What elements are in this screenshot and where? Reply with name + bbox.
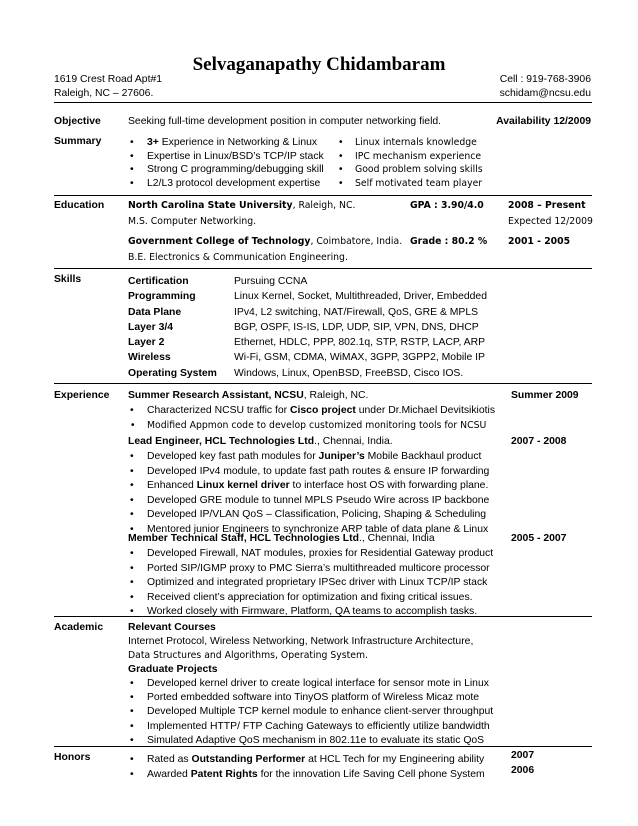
- summary-label: Summary: [54, 136, 102, 147]
- degree-2: B.E. Electronics & Communication Engineering.: [128, 252, 348, 263]
- summary-divider: [54, 195, 592, 196]
- skill-key: Data Plane: [128, 306, 182, 318]
- skills-keys: [128, 274, 217, 381]
- list-item: • IPC mechanism experience: [336, 150, 483, 164]
- list-item: • Mentored junior Engineers to synchronize ARP table of data plane & Linux: [128, 523, 489, 538]
- list-item: • Simulated Adaptive QoS mechanism in 802.11e to evaluate its static QoS: [128, 734, 493, 748]
- job-3-bullets: [128, 547, 493, 620]
- honors-label: Honors: [54, 752, 91, 763]
- education-divider: [54, 268, 592, 269]
- phone: Cell : 919-768-3906: [499, 74, 591, 85]
- skill-key: Layer 2: [128, 337, 165, 349]
- academic-label: Academic: [54, 622, 104, 633]
- list-item: • Developed IPv4 module, to update fast path routes & ensure IP forwarding: [128, 465, 489, 480]
- school-1: North Carolina State University, Raleigh, NC.: [128, 200, 356, 211]
- education-label: Education: [54, 200, 105, 211]
- list-item: • Optimized and integrated proprietary IPSec driver with Linux TCP/IP stack: [128, 576, 493, 591]
- honor-1-date: 2007: [511, 750, 535, 761]
- list-item: • Received client’s appreciation for optimization and fixing critical issues.: [128, 591, 493, 606]
- list-item: • L2/L3 protocol development expertise: [128, 177, 324, 191]
- skill-value: Linux Kernel, Socket, Multithreaded, Driver, Embedded: [234, 291, 487, 303]
- list-item: • Good problem solving skills: [336, 163, 483, 177]
- skill-value: Windows, Linux, OpenBSD, FreeBSD, Cisco IOS.: [234, 367, 464, 379]
- degree-1: M.S. Computer Networking.: [128, 216, 257, 227]
- courses-line-2: Data Structures and Algorithms, Operating System.: [128, 650, 368, 661]
- list-item: • 3+ Experience in Networking & Linux: [128, 136, 324, 150]
- skill-key: Wireless: [128, 352, 171, 364]
- header-divider: [54, 102, 592, 103]
- skill-value: BGP, OSPF, IS-IS, LDP, UDP, SIP, VPN, DNS, DHCP: [234, 321, 479, 333]
- list-item: • Awarded Patent Rights for the innovation Life Saving Cell phone System: [128, 767, 485, 782]
- skill-key: Operating System: [128, 367, 217, 379]
- list-item: • Expertise in Linux/BSD’s TCP/IP stack: [128, 150, 324, 164]
- list-item: • Ported embedded software into TinyOS platform of Wireless Micaz mote: [128, 691, 493, 705]
- honor-2-date: 2006: [511, 765, 535, 776]
- job-1-title: Summer Research Assistant, NCSU, Raleigh, NC.: [128, 390, 369, 401]
- skill-key: Programming: [128, 291, 196, 303]
- list-item: • Developed key fast path modules for Juniper’s Mobile Backhaul product: [128, 450, 489, 465]
- skill-key: Layer 3/4: [128, 321, 174, 333]
- skill-key: Certification: [128, 276, 189, 287]
- summary-right-list: [336, 136, 483, 190]
- job-2-date: 2007 - 2008: [511, 436, 567, 447]
- skill-value: Pursuing CCNA: [234, 276, 308, 287]
- address-line-1: 1619 Crest Road Apt#1: [54, 74, 163, 85]
- school-2: Government College of Technology, Coimbatore, India.: [128, 236, 403, 247]
- list-item: • Developed kernel driver to create logical interface for sensor mote in Linux: [128, 677, 493, 691]
- grade-1: GPA : 3.90/4.0: [410, 200, 484, 211]
- list-item: • Ported SIP/IGMP proxy to PMC Sierra’s multithreaded multicore processor: [128, 562, 493, 577]
- objective-text: Seeking full-time development position in computer networking field.: [128, 116, 442, 127]
- skill-value: Wi-Fi, GSM, CDMA, WiMAX, 3GPP, 3GPP2, Mobile IP: [234, 352, 485, 364]
- skills-values: [234, 274, 487, 381]
- list-item: • Implemented HTTP/ FTP Caching Gateways to efficiently utilize bandwidth: [128, 720, 493, 734]
- list-item: • Developed IP/VLAN QoS – Classification, Policing, Shaping & Scheduling: [128, 508, 489, 523]
- address-line-2: Raleigh, NC – 27606.: [54, 88, 154, 99]
- list-item: • Developed GRE module to tunnel MPLS Pseudo Wire across IP backbone: [128, 494, 489, 509]
- date-2: 2001 - 2005: [508, 236, 571, 247]
- list-item: • Worked closely with Firmware, Platform, QA teams to accomplish tasks.: [128, 605, 493, 620]
- courses-line-1: Internet Protocol, Wireless Networking, Network Infrastructure Architecture,: [128, 636, 474, 647]
- summary-left-list: [128, 136, 324, 190]
- list-item: • Enhanced Linux kernel driver to interface host OS with forwarding plane.: [128, 479, 489, 494]
- skill-value: IPv4, L2 switching, NAT/Firewall, QoS, GRE & MPLS: [234, 306, 479, 318]
- job-1-bullets: [128, 404, 495, 433]
- job-2-bullets: [128, 450, 489, 537]
- courses-heading: Relevant Courses: [128, 622, 216, 633]
- job-2-title: Lead Engineer, HCL Technologies Ltd., Chennai, India.: [128, 436, 393, 447]
- projects-heading: Graduate Projects: [128, 664, 218, 675]
- grade-2: Grade : 80.2 %: [410, 236, 488, 247]
- job-3-title: Member Technical Staff, HCL Technologies Ltd., Chennai, India: [128, 533, 435, 544]
- list-item: • Linux internals knowledge: [336, 136, 483, 150]
- list-item: • Developed Multiple TCP kernel module to enhance client-server throughput: [128, 705, 493, 719]
- job-3-date: 2005 - 2007: [511, 533, 567, 544]
- skills-label: Skills: [54, 274, 82, 285]
- date-1: 2008 – Present: [508, 200, 586, 211]
- date-1-expected: Expected 12/2009: [508, 216, 593, 227]
- objective-label: Objective: [54, 116, 101, 127]
- list-item: • Developed Firewall, NAT modules, proxies for Residential Gateway product: [128, 547, 493, 562]
- job-1-date: Summer 2009: [511, 390, 579, 401]
- projects-list: [128, 677, 493, 748]
- experience-divider: [54, 616, 592, 617]
- availability: Availability 12/2009: [496, 116, 591, 127]
- skill-value: Ethernet, HDLC, PPP, 802.1q, STP, RSTP, LACP, ARP: [234, 337, 486, 349]
- list-item: • Self motivated team player: [336, 177, 483, 191]
- resume-name: Selvaganapathy Chidambaram: [192, 54, 446, 75]
- email[interactable]: schidam@ncsu.edu: [499, 88, 591, 99]
- list-item: • Strong C programming/debugging skill: [128, 163, 324, 177]
- list-item: • Rated as Outstanding Performer at HCL Tech for my Engineering ability: [128, 752, 485, 767]
- skills-divider: [54, 383, 592, 384]
- academic-divider: [54, 746, 592, 747]
- list-item: • Characterized NCSU traffic for Cisco project under Dr.Michael Devitsikiotis: [128, 404, 495, 419]
- honors-list: [128, 752, 485, 782]
- list-item: • Modified Appmon code to develop customized monitoring tools for NCSU: [128, 419, 495, 434]
- experience-label: Experience: [54, 390, 110, 401]
